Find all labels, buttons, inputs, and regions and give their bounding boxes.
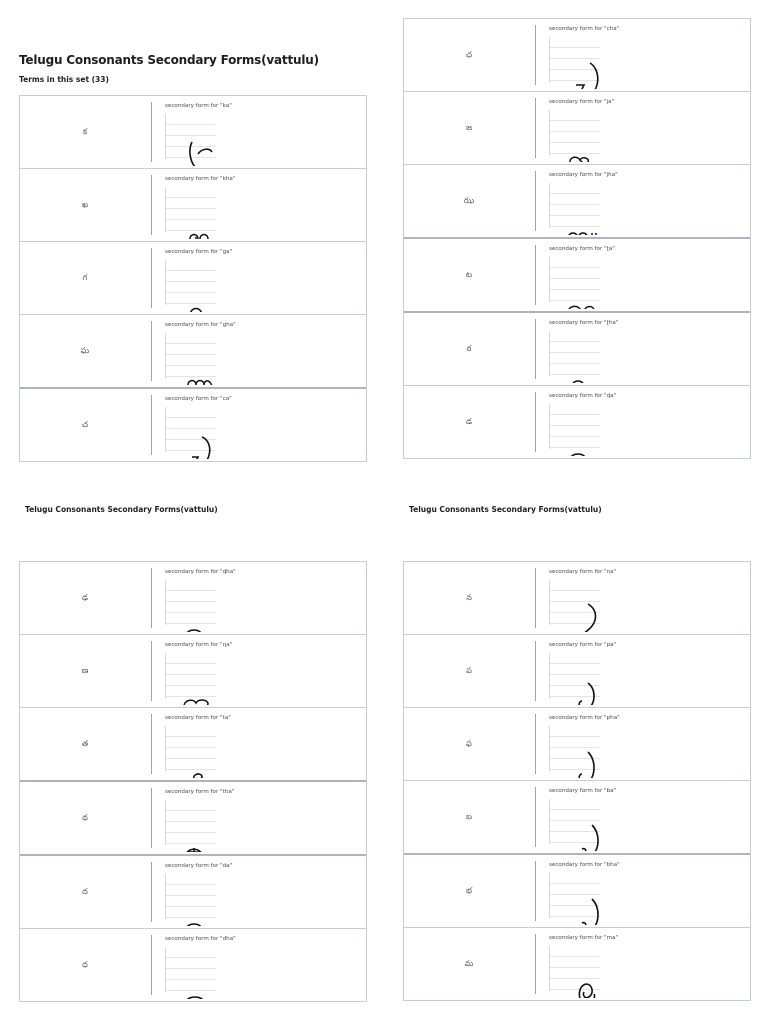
flashcard[interactable] [20,782,366,856]
flashcard[interactable] [20,635,366,708]
vattu-jha-icon [552,201,612,235]
term-text: మ [464,958,474,968]
term-text: ఘ [80,345,90,355]
vattu-tta-icon [552,275,612,309]
term-text: ద [82,886,88,896]
vattu-na-icon [552,598,612,632]
term-text: బ [466,811,472,821]
term-text: జ [466,122,472,132]
divider [151,248,152,308]
divider [151,568,152,628]
definition-text: secondary form for "ɖa" [549,393,617,399]
term-text: ఖ [81,199,89,209]
flashcard[interactable] [404,708,750,781]
vattu-ta-icon [168,744,228,778]
divider [535,714,536,774]
term-text: ఠ [466,343,472,353]
vattu-ka-icon [168,132,228,166]
page-title-repeat-left: Telugu Consonants Secondary Forms(vattulu) [25,505,218,514]
term-text: న [466,592,472,602]
definition-text: secondary form for "pha" [549,715,620,721]
divider [535,245,536,305]
flashcard[interactable] [20,929,366,1002]
divider [151,321,152,381]
card-list-bottom-left [19,561,367,1002]
card-list-top-right [403,18,751,459]
definition-text: secondary form for "na" [549,569,617,575]
term-text: ణ [81,665,89,675]
term-text: ఢ [82,592,88,602]
term-text: క [82,126,88,136]
vattu-ma-icon [552,964,612,998]
vattu-ja-icon [552,128,612,162]
flashcard[interactable] [404,562,750,635]
card-list-top-left [19,95,367,462]
term-text: డ [466,416,472,426]
divider [535,25,536,85]
definition-text: secondary form for "dha" [165,936,236,942]
vattu-pa-icon [552,671,612,705]
definition-text: secondary form for "ca" [165,396,232,402]
definition-text: secondary form for "ʈha" [549,320,619,326]
definition-text: secondary form for "tha" [165,789,235,795]
term-text: చ [81,419,89,429]
term-text: ఫ [466,738,472,748]
vattu-nna-icon [168,671,228,705]
definition-text: secondary form for "ɖha" [165,569,236,575]
definition-text: secondary form for "ma" [549,935,619,941]
flashcard[interactable] [404,92,750,165]
vattu-ddha-icon [168,598,228,632]
divider [151,862,152,922]
divider [535,319,536,379]
flashcard[interactable] [20,242,366,315]
flashcard[interactable] [404,928,750,1001]
vattu-da-icon [168,892,228,926]
term-text: థ [82,812,88,822]
page-title-repeat-right: Telugu Consonants Secondary Forms(vattulu) [409,505,602,514]
divider [535,171,536,231]
divider [535,392,536,452]
term-text: భ [466,885,472,895]
vattu-ga-icon [168,278,228,312]
divider [151,935,152,995]
flashcard[interactable] [404,386,750,459]
definition-text: secondary form for "bha" [549,862,620,868]
definition-text: secondary form for "ga" [165,249,233,255]
definition-text: secondary form for "ʈa" [549,246,615,252]
definition-text: secondary form for "kha" [165,176,236,182]
divider [151,788,152,848]
flashcard[interactable] [404,781,750,855]
definition-text: secondary form for "ja" [549,99,615,105]
card-list-bottom-right [403,561,751,1001]
vattu-bha-icon [552,891,612,925]
definition-text: secondary form for "ba" [549,788,617,794]
vattu-cha-icon [552,55,612,89]
vattu-gha-icon [168,351,228,385]
vattu-ba-icon [552,817,612,851]
definition-text: secondary form for "pa" [549,642,617,648]
term-text: త [81,738,89,748]
divider [535,787,536,847]
definition-text: secondary form for "jha" [549,172,618,178]
vattu-dha-icon [168,965,228,999]
divider [535,934,536,994]
term-text: ధ [82,959,88,969]
flashcard[interactable] [404,313,750,386]
vattu-kha-icon [168,205,228,239]
term-text: ప [466,665,472,675]
flashcard[interactable] [20,856,366,929]
divider [151,641,152,701]
divider [535,568,536,628]
flashcard[interactable] [20,315,366,389]
vattu-dda-icon [552,422,612,456]
term-text: ఝ [463,195,475,205]
page-title: Telugu Consonants Secondary Forms(vattulu) [19,53,319,67]
definition-text: secondary form for "ta" [165,715,231,721]
divider [535,861,536,921]
term-text: గ [82,272,88,282]
divider [151,102,152,162]
vattu-ca-icon [168,425,228,459]
flashcard[interactable] [20,708,366,782]
flashcard[interactable] [404,19,750,92]
definition-text: secondary form for "cha" [549,26,620,32]
flashcard[interactable] [404,239,750,313]
flashcard[interactable] [20,96,366,169]
definition-text: secondary form for "ɳa" [165,642,233,648]
flashcard[interactable] [404,855,750,928]
definition-text: secondary form for "gha" [165,322,236,328]
flashcard[interactable] [404,165,750,239]
divider [535,98,536,158]
term-text: ట [465,269,473,279]
flashcard[interactable] [20,169,366,242]
divider [151,395,152,455]
divider [151,175,152,235]
vattu-tha-icon [168,818,228,852]
vattu-pha-icon [552,744,612,778]
flashcard[interactable] [20,562,366,635]
divider [151,714,152,774]
definition-text: secondary form for "ka" [165,103,232,109]
vattu-ttha-icon [552,349,612,383]
flashcard[interactable] [404,635,750,708]
flashcard[interactable] [20,389,366,462]
definition-text: secondary form for "da" [165,863,233,869]
term-text: ఛ [465,49,473,59]
terms-count: Terms in this set (33) [19,75,109,84]
divider [535,641,536,701]
